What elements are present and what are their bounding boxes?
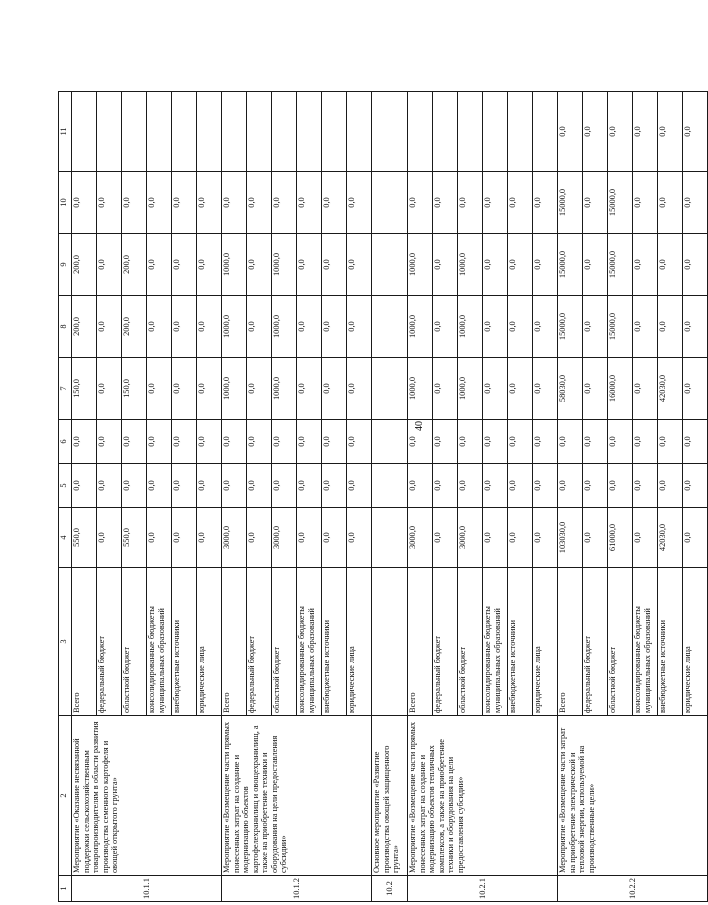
amount-cell: 15000,0 — [558, 234, 583, 296]
amount-cell: 0,0 — [247, 420, 272, 464]
funding-source: федеральный бюджет — [247, 568, 272, 716]
amount-cell: 0,0 — [72, 172, 97, 234]
column-number-7: 7 — [59, 358, 72, 420]
amount-cell: 0,0 — [272, 420, 297, 464]
amount-cell: 0,0 — [508, 420, 533, 464]
amount-cell: 0,0 — [347, 420, 372, 464]
amount-cell — [408, 92, 433, 172]
amount-cell: 0,0 — [583, 508, 608, 568]
amount-cell: 1000,0 — [222, 234, 247, 296]
amount-cell: 0,0 — [483, 296, 508, 358]
amount-cell: 0,0 — [658, 296, 683, 358]
amount-cell: 3000,0 — [408, 508, 433, 568]
amount-cell — [197, 92, 222, 172]
amount-cell: 0,0 — [297, 464, 322, 508]
rotated-table-container — [58, 92, 692, 902]
amount-cell: 0,0 — [508, 358, 533, 420]
funding-source: Всего — [72, 568, 97, 716]
amount-cell: 0,0 — [122, 172, 147, 234]
amount-cell — [172, 92, 197, 172]
amount-cell: 0,0 — [683, 464, 708, 508]
amount-cell: 0,0 — [247, 296, 272, 358]
amount-cell: 0,0 — [683, 296, 708, 358]
amount-cell: 0,0 — [533, 420, 558, 464]
amount-cell: 0,0 — [172, 508, 197, 568]
activity-code: 10.1.1 — [72, 876, 222, 902]
amount-cell: 3000,0 — [222, 508, 247, 568]
amount-cell: 3000,0 — [458, 508, 483, 568]
amount-cell: 200,0 — [122, 234, 147, 296]
amount-cell: 0,0 — [483, 234, 508, 296]
amount-cell: 0,0 — [97, 508, 122, 568]
amount-cell: 0,0 — [322, 508, 347, 568]
budget-table — [58, 91, 708, 902]
amount-cell — [372, 508, 408, 568]
amount-cell: 0,0 — [297, 172, 322, 234]
amount-cell: 0,0 — [583, 92, 608, 172]
amount-cell: 0,0 — [633, 296, 658, 358]
amount-cell: 0,0 — [297, 234, 322, 296]
table-row — [72, 92, 97, 902]
amount-cell: 0,0 — [122, 464, 147, 508]
amount-cell — [97, 92, 122, 172]
amount-cell: 0,0 — [172, 296, 197, 358]
funding-source: юридические лица — [533, 568, 558, 716]
amount-cell: 0,0 — [172, 358, 197, 420]
amount-cell: 0,0 — [147, 234, 172, 296]
table-row — [222, 92, 247, 902]
amount-cell: 0,0 — [247, 172, 272, 234]
amount-cell — [122, 92, 147, 172]
amount-cell — [297, 92, 322, 172]
amount-cell: 0,0 — [533, 464, 558, 508]
amount-cell: 0,0 — [533, 508, 558, 568]
amount-cell: 0,0 — [608, 420, 633, 464]
amount-cell: 0,0 — [558, 420, 583, 464]
amount-cell: 0,0 — [533, 234, 558, 296]
amount-cell: 0,0 — [633, 464, 658, 508]
amount-cell — [483, 92, 508, 172]
funding-source: федеральный бюджет — [97, 568, 122, 716]
amount-cell: 0,0 — [347, 464, 372, 508]
amount-cell: 0,0 — [433, 420, 458, 464]
amount-cell: 0,0 — [608, 464, 633, 508]
amount-cell — [508, 92, 533, 172]
amount-cell: 0,0 — [508, 508, 533, 568]
funding-source: внебюджетные источники — [322, 568, 347, 716]
amount-cell: 0,0 — [458, 464, 483, 508]
amount-cell: 0,0 — [147, 420, 172, 464]
column-number-8: 8 — [59, 296, 72, 358]
amount-cell: 0,0 — [533, 358, 558, 420]
funding-source: консолидированные бюджеты муниципальных образований — [483, 568, 508, 716]
column-number-10: 10 — [59, 172, 72, 234]
amount-cell: 0,0 — [222, 172, 247, 234]
amount-cell: 0,0 — [72, 464, 97, 508]
amount-cell: 0,0 — [247, 358, 272, 420]
amount-cell: 0,0 — [683, 358, 708, 420]
amount-cell: 0,0 — [347, 296, 372, 358]
amount-cell: 1000,0 — [222, 358, 247, 420]
amount-cell: 1000,0 — [272, 358, 297, 420]
amount-cell: 0,0 — [322, 172, 347, 234]
amount-cell: 0,0 — [197, 296, 222, 358]
amount-cell: 15000,0 — [558, 172, 583, 234]
column-number-6: 6 — [59, 420, 72, 464]
amount-cell: 0,0 — [97, 172, 122, 234]
column-number-2: 2 — [59, 716, 72, 876]
amount-cell: 0,0 — [483, 358, 508, 420]
amount-cell: 0,0 — [683, 234, 708, 296]
amount-cell: 0,0 — [683, 172, 708, 234]
amount-cell: 0,0 — [483, 172, 508, 234]
funding-source: юридические лица — [197, 568, 222, 716]
amount-cell: 0,0 — [483, 420, 508, 464]
amount-cell: 0,0 — [322, 234, 347, 296]
amount-cell: 0,0 — [97, 358, 122, 420]
amount-cell: 1000,0 — [222, 296, 247, 358]
amount-cell: 1000,0 — [408, 296, 433, 358]
amount-cell — [347, 92, 372, 172]
column-number-row — [59, 92, 72, 902]
amount-cell — [222, 92, 247, 172]
funding-source: консолидированные бюджеты муниципальных образований — [297, 568, 322, 716]
amount-cell: 0,0 — [172, 420, 197, 464]
amount-cell: 0,0 — [583, 358, 608, 420]
funding-source: областной бюджет — [122, 568, 147, 716]
funding-source: областной бюджет — [458, 568, 483, 716]
amount-cell — [372, 420, 408, 464]
funding-source: консолидированные бюджеты муниципальных образований — [147, 568, 172, 716]
amount-cell: 16000,0 — [608, 358, 633, 420]
amount-cell: 0,0 — [508, 234, 533, 296]
table-row — [558, 92, 583, 902]
amount-cell — [372, 234, 408, 296]
activity-code: 10.2.1 — [408, 876, 558, 902]
column-number-5: 5 — [59, 464, 72, 508]
amount-cell: 0,0 — [247, 508, 272, 568]
amount-cell: 0,0 — [433, 464, 458, 508]
activity-name: Мероприятие «Возмещение части затрат на приобретение электрической и тепловой энергии, используемой на производственные цели» — [558, 716, 708, 876]
amount-cell — [372, 172, 408, 234]
amount-cell: 0,0 — [658, 420, 683, 464]
amount-cell: 1000,0 — [408, 358, 433, 420]
amount-cell: 550,0 — [72, 508, 97, 568]
funding-source: юридические лица — [347, 568, 372, 716]
column-number-4: 4 — [59, 508, 72, 568]
amount-cell: 0,0 — [433, 172, 458, 234]
activity-name: Основное мероприятие «Развитие производства овощей защищенного грунта» — [372, 716, 408, 876]
amount-cell: 550,0 — [122, 508, 147, 568]
amount-cell: 0,0 — [433, 234, 458, 296]
amount-cell — [72, 92, 97, 172]
amount-cell: 3000,0 — [272, 508, 297, 568]
amount-cell: 150,0 — [72, 358, 97, 420]
amount-cell: 61000,0 — [608, 508, 633, 568]
amount-cell: 0,0 — [122, 420, 147, 464]
amount-cell: 0,0 — [72, 420, 97, 464]
amount-cell: 103030,0 — [558, 508, 583, 568]
amount-cell — [372, 296, 408, 358]
amount-cell: 1000,0 — [458, 234, 483, 296]
amount-cell: 0,0 — [658, 464, 683, 508]
amount-cell: 0,0 — [408, 172, 433, 234]
amount-cell — [533, 92, 558, 172]
funding-source: консолидированные бюджеты муниципальных образований — [633, 568, 658, 716]
amount-cell: 15000,0 — [608, 234, 633, 296]
amount-cell: 0,0 — [322, 358, 347, 420]
amount-cell — [322, 92, 347, 172]
amount-cell: 0,0 — [583, 172, 608, 234]
activity-name: Мероприятие «Возмещение части прямых понесенных затрат на создание и модернизацию объектов тепличных комплексов, а также на приобретение техники и оборудования на цели предоставления субсидии» — [408, 716, 558, 876]
amount-cell: 0,0 — [658, 234, 683, 296]
amount-cell: 0,0 — [483, 508, 508, 568]
amount-cell: 0,0 — [97, 420, 122, 464]
amount-cell: 0,0 — [297, 296, 322, 358]
funding-source: областной бюджет — [608, 568, 633, 716]
amount-cell: 0,0 — [408, 420, 433, 464]
amount-cell: 0,0 — [347, 358, 372, 420]
amount-cell: 1000,0 — [272, 296, 297, 358]
amount-cell: 0,0 — [172, 464, 197, 508]
funding-source: внебюджетные источники — [172, 568, 197, 716]
amount-cell: 0,0 — [147, 358, 172, 420]
amount-cell: 200,0 — [72, 296, 97, 358]
amount-cell: 0,0 — [558, 92, 583, 172]
amount-cell: 0,0 — [658, 92, 683, 172]
amount-cell: 0,0 — [483, 464, 508, 508]
amount-cell: 0,0 — [197, 420, 222, 464]
amount-cell: 0,0 — [172, 234, 197, 296]
amount-cell: 0,0 — [508, 464, 533, 508]
funding-source — [372, 568, 408, 716]
amount-cell: 0,0 — [247, 234, 272, 296]
funding-source: федеральный бюджет — [583, 568, 608, 716]
amount-cell: 0,0 — [322, 296, 347, 358]
amount-cell: 0,0 — [97, 234, 122, 296]
amount-cell — [272, 92, 297, 172]
amount-cell: 0,0 — [658, 172, 683, 234]
amount-cell — [458, 92, 483, 172]
amount-cell: 0,0 — [197, 172, 222, 234]
funding-source: внебюджетные источники — [508, 568, 533, 716]
amount-cell: 1000,0 — [272, 234, 297, 296]
funding-source: Всего — [408, 568, 433, 716]
amount-cell: 15000,0 — [608, 172, 633, 234]
amount-cell — [247, 92, 272, 172]
amount-cell: 0,0 — [583, 464, 608, 508]
amount-cell: 200,0 — [72, 234, 97, 296]
amount-cell: 0,0 — [147, 172, 172, 234]
amount-cell: 0,0 — [583, 296, 608, 358]
activity-name: Мероприятие «Возмещение части прямых понесенных затрат на создание и модернизацию объектов картофелехранилищ и овощехранилищ, а также на приобретение техники и оборудования на цели предоставления субсидии» — [222, 716, 372, 876]
funding-source: Всего — [222, 568, 247, 716]
amount-cell — [433, 92, 458, 172]
amount-cell: 0,0 — [272, 464, 297, 508]
amount-cell: 0,0 — [322, 464, 347, 508]
column-number-1: 1 — [59, 876, 72, 902]
amount-cell: 0,0 — [172, 172, 197, 234]
table-row — [408, 92, 433, 902]
funding-source: внебюджетные источники — [658, 568, 683, 716]
activity-code: 10.1.2 — [222, 876, 372, 902]
amount-cell: 0,0 — [433, 296, 458, 358]
amount-cell: 0,0 — [197, 464, 222, 508]
column-number-3: 3 — [59, 568, 72, 716]
amount-cell: 0,0 — [558, 464, 583, 508]
column-number-9: 9 — [59, 234, 72, 296]
amount-cell: 0,0 — [272, 172, 297, 234]
column-number-11: 11 — [59, 92, 72, 172]
table-row — [372, 92, 408, 902]
funding-source: областной бюджет — [272, 568, 297, 716]
amount-cell: 0,0 — [147, 296, 172, 358]
amount-cell: 0,0 — [222, 420, 247, 464]
amount-cell: 0,0 — [347, 508, 372, 568]
amount-cell: 0,0 — [197, 358, 222, 420]
amount-cell: 0,0 — [458, 172, 483, 234]
amount-cell: 0,0 — [683, 420, 708, 464]
amount-cell: 0,0 — [633, 420, 658, 464]
amount-cell: 0,0 — [633, 172, 658, 234]
amount-cell: 0,0 — [247, 464, 272, 508]
amount-cell: 0,0 — [433, 508, 458, 568]
amount-cell: 0,0 — [583, 420, 608, 464]
amount-cell: 0,0 — [297, 420, 322, 464]
amount-cell: 1000,0 — [458, 358, 483, 420]
amount-cell: 0,0 — [297, 508, 322, 568]
amount-cell: 0,0 — [322, 420, 347, 464]
amount-cell: 0,0 — [583, 234, 608, 296]
amount-cell: 0,0 — [508, 296, 533, 358]
amount-cell: 0,0 — [533, 172, 558, 234]
amount-cell: 0,0 — [97, 296, 122, 358]
amount-cell: 0,0 — [147, 508, 172, 568]
amount-cell: 0,0 — [408, 464, 433, 508]
amount-cell: 58030,0 — [558, 358, 583, 420]
amount-cell: 0,0 — [458, 420, 483, 464]
amount-cell: 0,0 — [633, 92, 658, 172]
amount-cell: 15000,0 — [558, 296, 583, 358]
amount-cell: 0,0 — [347, 234, 372, 296]
activity-code: 10.2.2 — [558, 876, 708, 902]
amount-cell: 0,0 — [683, 508, 708, 568]
amount-cell: 200,0 — [122, 296, 147, 358]
amount-cell: 0,0 — [608, 92, 633, 172]
amount-cell: 42030,0 — [658, 508, 683, 568]
amount-cell: 0,0 — [347, 172, 372, 234]
amount-cell: 1000,0 — [408, 234, 433, 296]
amount-cell: 0,0 — [433, 358, 458, 420]
amount-cell: 0,0 — [222, 464, 247, 508]
amount-cell: 0,0 — [633, 234, 658, 296]
amount-cell: 1000,0 — [458, 296, 483, 358]
table-body — [72, 92, 708, 902]
page-number: 40 — [414, 421, 425, 431]
funding-source: юридические лица — [683, 568, 708, 716]
amount-cell: 15000,0 — [608, 296, 633, 358]
amount-cell: 0,0 — [633, 358, 658, 420]
amount-cell: 150,0 — [122, 358, 147, 420]
amount-cell: 0,0 — [197, 508, 222, 568]
amount-cell: 0,0 — [147, 464, 172, 508]
amount-cell: 0,0 — [683, 92, 708, 172]
amount-cell — [372, 464, 408, 508]
activity-name: Мероприятие «Оказание несвязанной поддержки сельскохозяйственным товаропроизводителям в области развития производства семенного картофеля и овощей открытого грунта» — [72, 716, 222, 876]
amount-cell: 42030,0 — [658, 358, 683, 420]
amount-cell — [372, 92, 408, 172]
amount-cell: 0,0 — [533, 296, 558, 358]
funding-source: федеральный бюджет — [433, 568, 458, 716]
amount-cell — [372, 358, 408, 420]
funding-source: Всего — [558, 568, 583, 716]
amount-cell: 0,0 — [633, 508, 658, 568]
amount-cell: 0,0 — [197, 234, 222, 296]
amount-cell: 0,0 — [297, 358, 322, 420]
amount-cell — [147, 92, 172, 172]
amount-cell: 0,0 — [97, 464, 122, 508]
activity-code: 10.2 — [372, 876, 408, 902]
amount-cell: 0,0 — [508, 172, 533, 234]
